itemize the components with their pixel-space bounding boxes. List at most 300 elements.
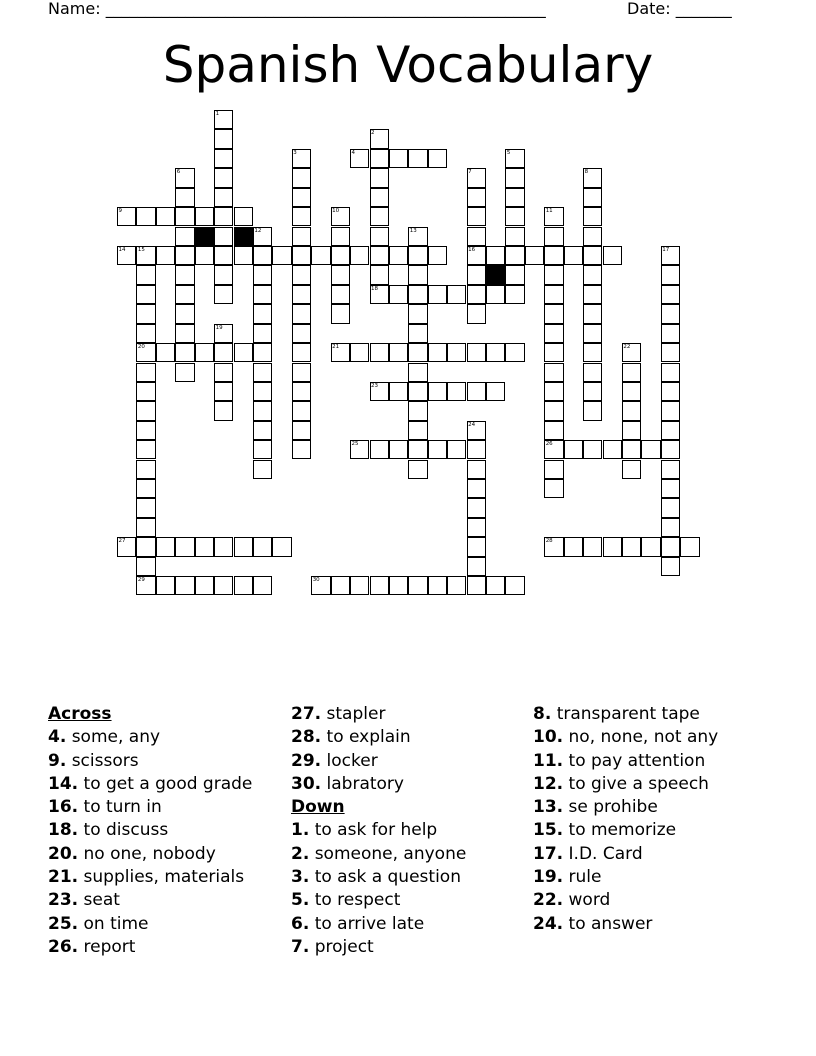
grid-cell[interactable] — [234, 246, 253, 265]
clue-number: 7 — [468, 169, 472, 176]
name-label: Name: — [48, 0, 101, 18]
grid-cell[interactable] — [428, 343, 447, 362]
grid-cell[interactable] — [661, 304, 680, 323]
grid-cell[interactable] — [564, 440, 583, 459]
grid-cell[interactable] — [583, 285, 602, 304]
grid-cell[interactable] — [195, 207, 214, 226]
grid-cell[interactable] — [486, 246, 505, 265]
grid-cell[interactable] — [292, 382, 311, 401]
grid-cell[interactable] — [253, 246, 272, 265]
grid-cell[interactable] — [467, 227, 486, 246]
grid-cell[interactable] — [447, 285, 466, 304]
grid-cell[interactable] — [583, 188, 602, 207]
grid-cell[interactable] — [331, 265, 350, 284]
grid-cell[interactable] — [253, 382, 272, 401]
date-line[interactable]: _______ — [675, 0, 732, 18]
down-heading: Down — [291, 797, 345, 818]
clue-number: 11 — [545, 208, 553, 215]
clue-across-28: 28. to explain — [291, 727, 411, 748]
clue-down-24: 24. to answer — [533, 913, 653, 934]
black-square — [234, 227, 253, 246]
grid-cell[interactable] — [253, 363, 272, 382]
grid-cell[interactable] — [428, 382, 447, 401]
clue-number: 23 — [371, 382, 378, 389]
grid-cell[interactable] — [467, 518, 486, 537]
grid-cell[interactable] — [136, 498, 155, 517]
grid-cell[interactable] — [583, 363, 602, 382]
clue-number: 26 — [545, 441, 553, 448]
grid-cell[interactable] — [331, 246, 350, 265]
grid-cell[interactable] — [331, 576, 350, 595]
grid-cell[interactable] — [428, 246, 447, 265]
clue-number: 28 — [545, 538, 553, 545]
grid-cell[interactable] — [583, 401, 602, 420]
grid-cell[interactable] — [253, 421, 272, 440]
clue-across-4: 4. some, any — [48, 727, 161, 748]
grid-cell[interactable] — [622, 460, 641, 479]
grid-cell[interactable] — [447, 343, 466, 362]
grid-cell[interactable] — [292, 363, 311, 382]
grid-cell[interactable] — [505, 576, 524, 595]
grid-cell[interactable] — [544, 285, 563, 304]
grid-cell[interactable] — [292, 265, 311, 284]
grid-cell[interactable] — [389, 149, 408, 168]
grid-cell[interactable] — [505, 227, 524, 246]
grid-cell[interactable] — [214, 343, 233, 362]
page-title: Spanish Vocabulary — [162, 36, 654, 94]
grid-cell[interactable] — [661, 557, 680, 576]
grid-cell[interactable] — [622, 421, 641, 440]
grid-cell[interactable] — [583, 324, 602, 343]
grid-cell[interactable] — [175, 227, 194, 246]
grid-cell[interactable] — [156, 246, 175, 265]
grid-cell[interactable] — [505, 343, 524, 362]
grid-cell[interactable] — [136, 265, 155, 284]
grid-cell[interactable] — [564, 246, 583, 265]
grid-cell[interactable] — [253, 576, 272, 595]
grid-cell[interactable] — [505, 246, 524, 265]
grid-cell[interactable] — [272, 246, 291, 265]
grid-cell[interactable] — [661, 401, 680, 420]
grid-cell[interactable] — [661, 537, 680, 556]
grid-cell[interactable] — [136, 363, 155, 382]
grid-cell[interactable] — [467, 265, 486, 284]
grid-cell[interactable] — [583, 440, 602, 459]
grid-cell[interactable] — [311, 246, 330, 265]
grid-cell[interactable] — [214, 537, 233, 556]
grid-cell[interactable] — [175, 285, 194, 304]
clue-number: 19 — [215, 324, 223, 331]
clue-number: 20 — [137, 344, 145, 350]
clue-number: 6 — [176, 169, 181, 176]
grid-cell[interactable] — [467, 498, 486, 517]
grid-cell[interactable] — [214, 227, 233, 246]
grid-cell[interactable] — [253, 304, 272, 323]
grid-cell[interactable] — [544, 324, 563, 343]
clue-number: 10 — [332, 208, 340, 215]
grid-cell[interactable] — [428, 285, 447, 304]
grid-cell[interactable] — [505, 265, 524, 284]
name-line[interactable]: _______________________________________________________ — [105, 0, 546, 18]
grid-cell[interactable] — [292, 440, 311, 459]
date-label: Date: — [627, 0, 671, 18]
grid-cell[interactable] — [214, 149, 233, 168]
grid-cell[interactable] — [136, 285, 155, 304]
grid-cell[interactable] — [505, 188, 524, 207]
grid-cell[interactable] — [175, 188, 194, 207]
grid-cell[interactable] — [467, 343, 486, 362]
grid-cell[interactable] — [292, 304, 311, 323]
grid-cell[interactable] — [195, 537, 214, 556]
grid-cell[interactable] — [447, 382, 466, 401]
grid-cell[interactable] — [370, 265, 389, 284]
grid-cell[interactable] — [214, 168, 233, 187]
grid-cell[interactable] — [622, 363, 641, 382]
grid-cell[interactable] — [175, 265, 194, 284]
grid-cell[interactable] — [467, 207, 486, 226]
clue-across-9: 9. scissors — [48, 750, 139, 771]
grid-cell[interactable] — [253, 537, 272, 556]
grid-cell[interactable] — [661, 265, 680, 284]
grid-cell[interactable] — [292, 207, 311, 226]
clue-across-18: 18. to discuss — [48, 820, 169, 841]
grid-cell[interactable] — [486, 285, 505, 304]
clue-number: 9 — [118, 208, 122, 215]
grid-cell[interactable] — [661, 343, 680, 362]
grid-cell[interactable] — [292, 343, 311, 362]
clue-across-29: 29. locker — [291, 750, 378, 771]
grid-cell[interactable] — [214, 285, 233, 304]
clue-column-2 — [291, 703, 466, 959]
grid-cell[interactable] — [408, 460, 427, 479]
clue-down-2: 2. someone, anyone — [291, 843, 467, 864]
grid-cell[interactable] — [486, 343, 505, 362]
grid-cell[interactable] — [467, 440, 486, 459]
clue-number: 22 — [623, 344, 631, 350]
grid-cell[interactable] — [331, 304, 350, 323]
grid-cell[interactable] — [389, 382, 408, 401]
grid-cell[interactable] — [175, 246, 194, 265]
clue-number: 1 — [215, 111, 220, 117]
grid-cell[interactable] — [583, 537, 602, 556]
grid-cell[interactable] — [408, 343, 427, 362]
clue-number: 24 — [468, 421, 476, 428]
grid-cell[interactable] — [214, 207, 233, 226]
grid-cell[interactable] — [447, 576, 466, 595]
clue-down-11: 11. to pay attention — [533, 750, 706, 771]
clue-number: 16 — [468, 246, 476, 253]
black-square — [195, 227, 214, 246]
grid-cell[interactable] — [370, 343, 389, 362]
grid-cell[interactable] — [583, 382, 602, 401]
grid-cell[interactable] — [234, 537, 253, 556]
grid-cell[interactable] — [175, 304, 194, 323]
grid-cell[interactable] — [214, 129, 233, 148]
clue-across-25: 25. on time — [48, 913, 149, 934]
clue-number: 27 — [118, 538, 126, 545]
grid-cell[interactable] — [467, 382, 486, 401]
grid-cell[interactable] — [253, 265, 272, 284]
grid-cell[interactable] — [408, 304, 427, 323]
grid-cell[interactable] — [467, 576, 486, 595]
grid-cell[interactable] — [175, 324, 194, 343]
clue-across-27: 27. stapler — [291, 704, 386, 724]
clue-number: 5 — [506, 149, 511, 156]
grid-cell[interactable] — [195, 343, 214, 362]
grid-cell[interactable] — [467, 479, 486, 498]
clue-across-14: 14. to get a good grade — [48, 773, 253, 794]
grid-cell[interactable] — [214, 382, 233, 401]
grid-cell[interactable] — [467, 304, 486, 323]
grid-cell[interactable] — [603, 537, 622, 556]
grid-cell[interactable] — [467, 537, 486, 556]
grid-cell[interactable] — [583, 304, 602, 323]
grid-cell[interactable] — [175, 576, 194, 595]
grid-cell[interactable] — [175, 207, 194, 226]
grid-cell[interactable] — [370, 207, 389, 226]
grid-cell[interactable] — [234, 343, 253, 362]
grid-cell[interactable] — [214, 188, 233, 207]
grid-cell[interactable] — [505, 207, 524, 226]
clue-down-5: 5. to respect — [291, 890, 401, 911]
grid-cell[interactable] — [370, 440, 389, 459]
grid-cell[interactable] — [661, 460, 680, 479]
clue-down-17: 17. I.D. Card — [533, 843, 643, 864]
clue-down-1: 1. to ask for help — [291, 820, 438, 841]
grid-cell[interactable] — [661, 363, 680, 382]
grid-cell[interactable] — [292, 401, 311, 420]
grid-cell[interactable] — [175, 343, 194, 362]
clue-down-6: 6. to arrive late — [291, 913, 425, 934]
grid-cell[interactable] — [428, 576, 447, 595]
grid-cell[interactable] — [253, 343, 272, 362]
clue-number: 15 — [137, 246, 145, 253]
grid-cell[interactable] — [467, 557, 486, 576]
grid-cell[interactable] — [661, 421, 680, 440]
grid-cell[interactable] — [292, 324, 311, 343]
grid-cell[interactable] — [389, 285, 408, 304]
grid-cell[interactable] — [292, 285, 311, 304]
grid-cell[interactable] — [583, 207, 602, 226]
clue-number: 4 — [351, 149, 355, 156]
grid-cell[interactable] — [661, 285, 680, 304]
grid-cell[interactable] — [505, 285, 524, 304]
grid-cell[interactable] — [641, 537, 660, 556]
grid-cell[interactable] — [370, 149, 389, 168]
grid-cell[interactable] — [544, 421, 563, 440]
grid-cell[interactable] — [292, 168, 311, 187]
grid-cell[interactable] — [467, 460, 486, 479]
grid-cell[interactable] — [136, 537, 155, 556]
grid-cell[interactable] — [136, 440, 155, 459]
grid-cell[interactable] — [136, 382, 155, 401]
grid-cell[interactable] — [661, 498, 680, 517]
clue-number: 8 — [584, 169, 589, 176]
grid-cell[interactable] — [350, 576, 369, 595]
grid-cell[interactable] — [486, 382, 505, 401]
grid-cell[interactable] — [622, 382, 641, 401]
clue-across-30: 30. labratory — [291, 773, 404, 794]
grid-cell[interactable] — [214, 363, 233, 382]
grid-cell[interactable] — [370, 227, 389, 246]
grid-cell[interactable] — [292, 188, 311, 207]
grid-cell[interactable] — [583, 265, 602, 284]
grid-cell[interactable] — [136, 557, 155, 576]
grid-cell[interactable] — [583, 246, 602, 265]
grid-cell[interactable] — [253, 401, 272, 420]
grid-cell[interactable] — [136, 421, 155, 440]
grid-cell[interactable] — [214, 265, 233, 284]
grid-cell[interactable] — [622, 440, 641, 459]
grid-cell[interactable] — [214, 401, 233, 420]
grid-cell[interactable] — [408, 421, 427, 440]
clue-number: 29 — [137, 577, 145, 584]
grid-cell[interactable] — [370, 188, 389, 207]
grid-cell[interactable] — [253, 460, 272, 479]
grid-cell[interactable] — [156, 343, 175, 362]
grid-cell[interactable] — [136, 401, 155, 420]
grid-cell[interactable] — [195, 246, 214, 265]
grid-cell[interactable] — [544, 265, 563, 284]
grid-cell[interactable] — [156, 537, 175, 556]
grid-cell[interactable] — [544, 479, 563, 498]
across-heading: Across — [48, 704, 112, 724]
clue-number: 14 — [118, 246, 126, 253]
grid-cell[interactable] — [136, 479, 155, 498]
clue-across-20: 20. no one, nobody — [48, 843, 216, 864]
clue-number: 2 — [371, 130, 375, 137]
grid-cell[interactable] — [292, 246, 311, 265]
grid-cell[interactable] — [467, 285, 486, 304]
grid-cell[interactable] — [408, 149, 427, 168]
grid-cell[interactable] — [544, 363, 563, 382]
grid-cell[interactable] — [408, 440, 427, 459]
grid-cell[interactable] — [408, 401, 427, 420]
clue-down-10: 10. no, none, not any — [533, 727, 719, 748]
grid-cell[interactable] — [253, 440, 272, 459]
grid-cell[interactable] — [428, 149, 447, 168]
grid-cell[interactable] — [234, 576, 253, 595]
grid-cell[interactable] — [331, 227, 350, 246]
grid-cell[interactable] — [661, 382, 680, 401]
grid-cell[interactable] — [136, 460, 155, 479]
clue-number: 25 — [351, 441, 359, 448]
clue-down-7: 7. project — [291, 936, 374, 957]
grid-cell[interactable] — [156, 207, 175, 226]
grid-cell[interactable] — [408, 246, 427, 265]
grid-cell[interactable] — [680, 537, 699, 556]
grid-cell[interactable] — [214, 246, 233, 265]
grid-cell[interactable] — [136, 304, 155, 323]
grid-cell[interactable] — [214, 576, 233, 595]
grid-cell[interactable] — [136, 518, 155, 537]
grid-cell[interactable] — [428, 440, 447, 459]
clue-down-3: 3. to ask a question — [291, 867, 461, 888]
grid-cell[interactable] — [408, 382, 427, 401]
grid-cell[interactable] — [447, 440, 466, 459]
grid-cell[interactable] — [505, 168, 524, 187]
grid-cell[interactable] — [272, 537, 291, 556]
clue-number: 30 — [312, 577, 320, 584]
grid-cell[interactable] — [661, 324, 680, 343]
grid-cell[interactable] — [156, 576, 175, 595]
grid-cell[interactable] — [544, 460, 563, 479]
grid-cell[interactable] — [350, 246, 369, 265]
grid-cell[interactable] — [175, 537, 194, 556]
clue-number: 3 — [293, 149, 297, 156]
grid-cell[interactable] — [389, 343, 408, 362]
clue-number: 18 — [371, 285, 378, 292]
grid-cell[interactable] — [603, 246, 622, 265]
grid-cell[interactable] — [370, 168, 389, 187]
grid-cell[interactable] — [408, 285, 427, 304]
clue-number: 12 — [254, 227, 262, 234]
grid-cell[interactable] — [408, 576, 427, 595]
grid-cell[interactable] — [253, 285, 272, 304]
clue-down-22: 22. word — [533, 890, 611, 911]
grid-cell[interactable] — [603, 440, 622, 459]
clue-across-16: 16. to turn in — [48, 797, 162, 818]
grid-cell[interactable] — [292, 227, 311, 246]
clue-number: 21 — [332, 344, 340, 350]
grid-cell[interactable] — [544, 401, 563, 420]
grid-cell[interactable] — [564, 537, 583, 556]
grid-cell[interactable] — [641, 440, 660, 459]
grid-cell[interactable] — [389, 440, 408, 459]
grid-cell[interactable] — [292, 421, 311, 440]
grid-cell[interactable] — [661, 518, 680, 537]
grid-cell[interactable] — [544, 343, 563, 362]
grid-cell[interactable] — [195, 576, 214, 595]
grid-cell[interactable] — [622, 537, 641, 556]
grid-cell[interactable] — [661, 479, 680, 498]
clue-down-19: 19. rule — [533, 867, 602, 888]
clue-down-12: 12. to give a speech — [533, 773, 709, 794]
grid-cell[interactable] — [408, 324, 427, 343]
clue-number: 13 — [409, 227, 417, 234]
grid-cell[interactable] — [408, 265, 427, 284]
grid-cell[interactable] — [525, 246, 544, 265]
grid-cell[interactable] — [370, 246, 389, 265]
grid-cell[interactable] — [136, 207, 155, 226]
grid-cell[interactable] — [136, 324, 155, 343]
grid-cell[interactable] — [331, 285, 350, 304]
grid-cell[interactable] — [544, 227, 563, 246]
clue-across-26: 26. report — [48, 936, 136, 957]
grid-cell[interactable] — [544, 382, 563, 401]
grid-cell[interactable] — [370, 576, 389, 595]
black-square — [486, 265, 505, 284]
grid-cell[interactable] — [583, 343, 602, 362]
grid-cell[interactable] — [544, 304, 563, 323]
grid-cell[interactable] — [661, 440, 680, 459]
clue-column-1 — [48, 703, 252, 959]
grid-cell[interactable] — [234, 207, 253, 226]
grid-cell[interactable] — [583, 227, 602, 246]
clue-across-21: 21. supplies, materials — [48, 867, 245, 888]
grid-cell[interactable] — [486, 576, 505, 595]
grid-cell[interactable] — [253, 324, 272, 343]
grid-cell[interactable] — [622, 401, 641, 420]
grid-cell[interactable] — [544, 246, 563, 265]
grid-cell[interactable] — [389, 576, 408, 595]
grid-cell[interactable] — [175, 363, 194, 382]
grid-cell[interactable] — [467, 188, 486, 207]
grid-cell[interactable] — [350, 343, 369, 362]
clue-across-23: 23. seat — [48, 890, 120, 911]
grid-cell[interactable] — [389, 246, 408, 265]
grid-cell[interactable] — [408, 363, 427, 382]
